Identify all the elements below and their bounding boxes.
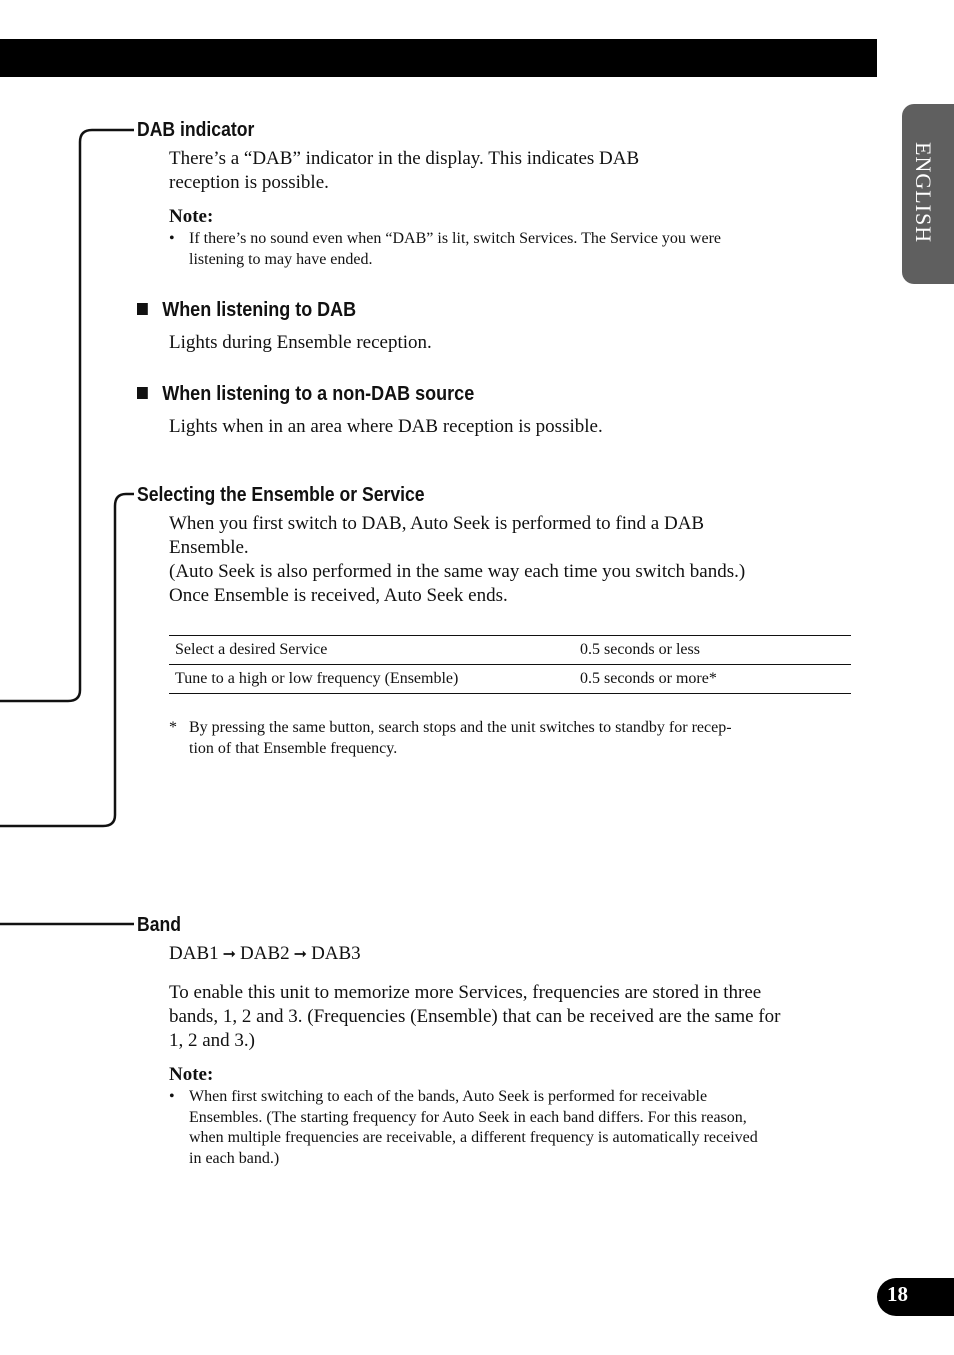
band-dab1: DAB1 xyxy=(169,943,219,964)
band-line-1: To enable this unit to memorize more Services, frequencies are stored in three xyxy=(169,982,762,1003)
band-note-line-1: When first switching to each of the bands, Auto Seek is performed for receivable xyxy=(189,1088,708,1105)
bullet-mark: • xyxy=(169,230,175,247)
dab-indicator-line-2: reception is possible. xyxy=(169,172,329,193)
footnote-line-1: By pressing the same button, search stops and the unit switches to standby for recep- xyxy=(189,719,732,736)
table-row xyxy=(169,636,851,665)
listening-non-dab-heading xyxy=(137,383,474,406)
dab-indicator-heading: DAB indicator xyxy=(137,119,255,141)
selecting-line-2: Ensemble. xyxy=(169,537,249,558)
dab-indicator-note-line-1: If there’s no sound even when “DAB” is lit, switch Services. The Service you were xyxy=(189,230,722,247)
listening-dab-heading xyxy=(137,299,356,322)
square-bullet-icon xyxy=(137,387,148,399)
band-note xyxy=(169,1087,839,1169)
language-tab-label: ENGLISH xyxy=(911,142,936,244)
page-number-badge xyxy=(877,1278,954,1316)
page-number: 18 xyxy=(887,1282,908,1306)
listening-dab-body: Lights during Ensemble reception. xyxy=(169,332,432,353)
selecting-line-3: (Auto Seek is also performed in the same way each time you switch bands.) xyxy=(169,561,746,582)
listening-non-dab-title: When listening to a non-DAB source xyxy=(162,383,475,405)
band-heading: Band xyxy=(137,914,181,936)
selecting-line-1: When you first switch to DAB, Auto Seek is performed to find a DAB xyxy=(169,513,705,534)
selecting-heading: Selecting the Ensemble or Service xyxy=(137,484,425,506)
selecting-body xyxy=(169,512,849,608)
arrow-right-icon: ➞ xyxy=(222,946,237,963)
selecting-line-4: Once Ensemble is received, Auto Seek ends. xyxy=(169,585,508,606)
band-note-label: Note: xyxy=(169,1064,214,1085)
band-line-2: bands, 1, 2 and 3. (Frequencies (Ensemble) that can be received are the same for xyxy=(169,1006,781,1027)
table-cell-action: Tune to a high or low frequency (Ensemble) xyxy=(169,665,576,694)
table-cell-duration: 0.5 seconds or more* xyxy=(576,665,851,694)
listening-dab-title: When listening to DAB xyxy=(162,299,357,321)
band-note-line-3: when multiple frequencies are receivable, a different frequency is automatically received xyxy=(189,1129,758,1146)
dab-indicator-line-1: There’s a “DAB” indicator in the display. This indicates DAB xyxy=(169,148,640,169)
arrow-right-icon: ➞ xyxy=(293,946,308,963)
table-cell-action: Select a desired Service xyxy=(169,636,576,665)
listening-non-dab-body: Lights when in an area where DAB reception is possible. xyxy=(169,416,603,437)
table-cell-duration: 0.5 seconds or less xyxy=(576,636,851,665)
band-dab2: DAB2 xyxy=(240,943,290,964)
dab-indicator-body xyxy=(169,147,849,195)
band-body xyxy=(169,981,849,1053)
selecting-footnote xyxy=(169,718,839,759)
bullet-mark: • xyxy=(169,1088,175,1105)
dab-indicator-note xyxy=(169,229,839,270)
dab-indicator-note-line-2: listening to may have ended. xyxy=(189,250,373,268)
band-dab3: DAB3 xyxy=(311,943,361,964)
operation-table xyxy=(169,635,851,694)
band-line-3: 1, 2 and 3.) xyxy=(169,1030,256,1051)
footnote-mark: * xyxy=(169,719,177,736)
footnote-line-2: tion of that Ensemble frequency. xyxy=(189,739,398,757)
table-row xyxy=(169,665,851,694)
callout-line-selecting xyxy=(0,494,134,826)
band-note-line-4: in each band.) xyxy=(189,1149,280,1167)
dab-indicator-note-label: Note: xyxy=(169,206,214,227)
square-bullet-icon xyxy=(137,303,148,315)
band-sequence xyxy=(169,942,849,967)
band-note-line-2: Ensembles. (The starting frequency for Auto Seek in each band differs. For this reason, xyxy=(189,1108,747,1126)
